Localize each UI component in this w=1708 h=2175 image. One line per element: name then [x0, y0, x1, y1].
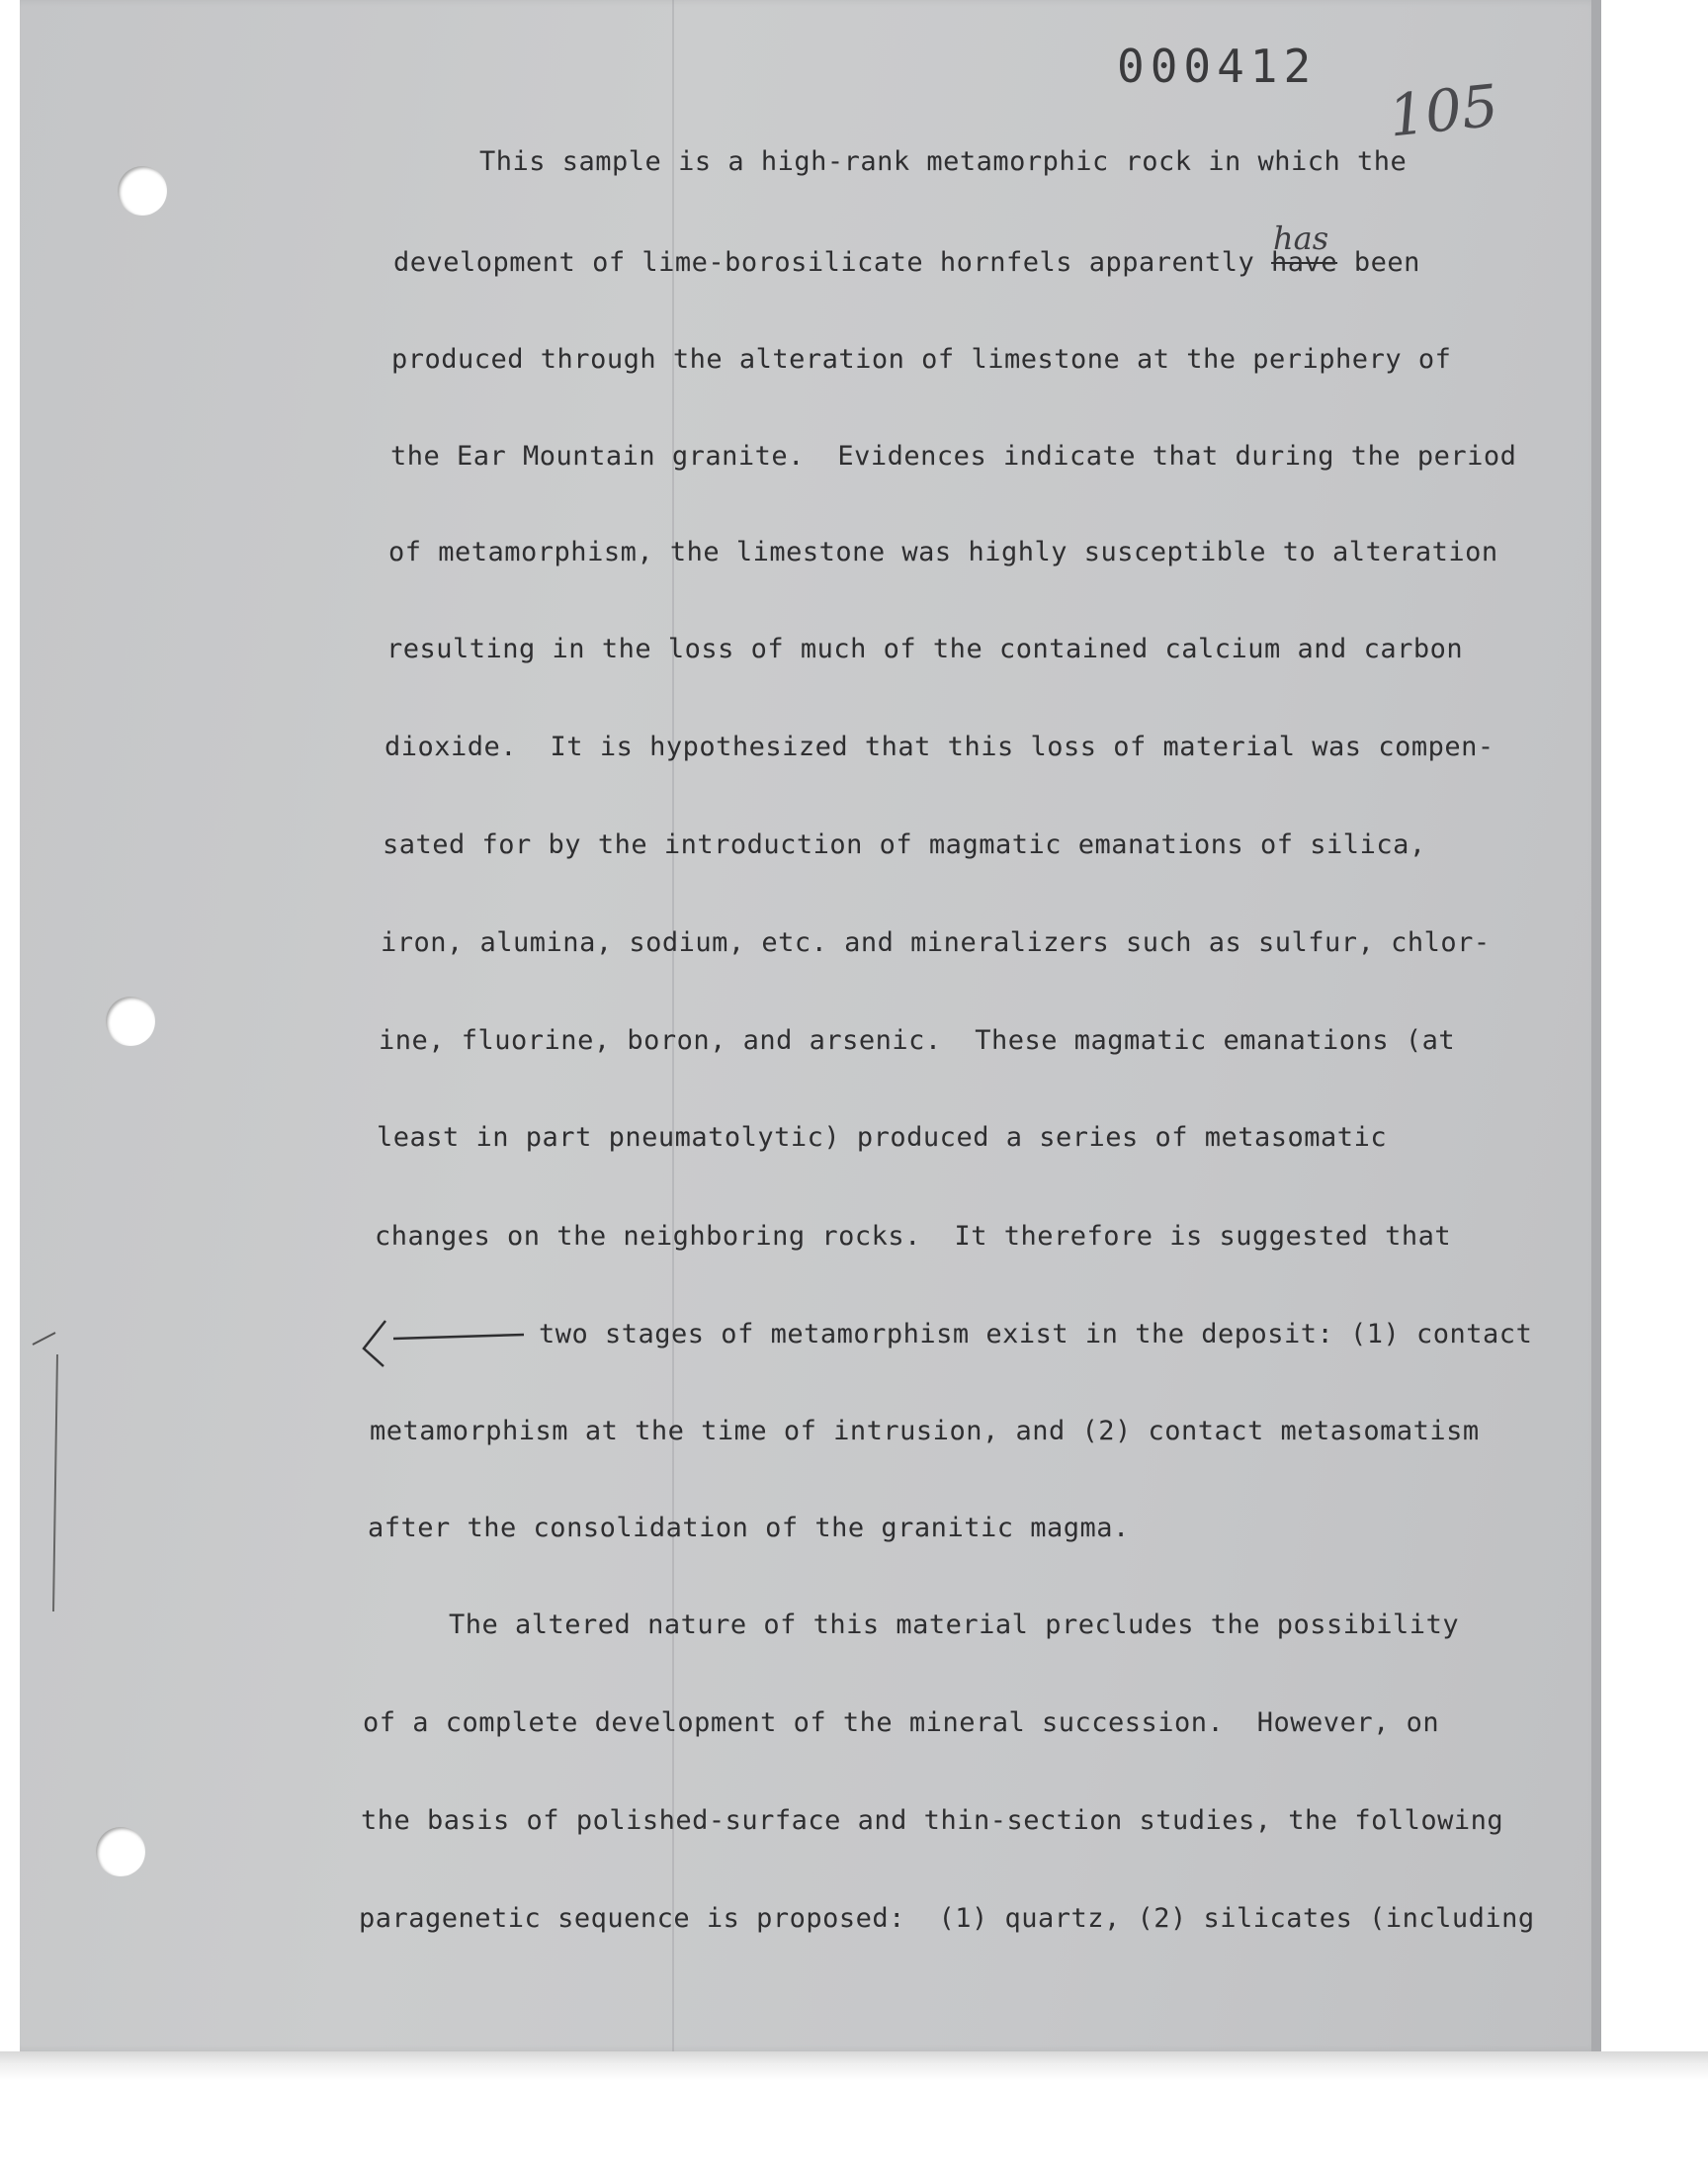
text-line: of metamorphism, the limestone was highly susceptible to alteration	[388, 537, 1498, 567]
text-line: ine, fluorine, boron, and arsenic. These magmatic emanations (at	[379, 1025, 1456, 1056]
text-line: The altered nature of this material precludes the possibility	[449, 1610, 1460, 1640]
text-line: development of lime-borosilicate hornfels apparently have been	[393, 247, 1420, 278]
text-line: least in part pneumatolytic) produced a series of metasomatic	[377, 1122, 1388, 1153]
handwritten-page-number: 105	[1385, 71, 1501, 150]
text-line: sated for by the introduction of magmatic emanations of silica,	[383, 829, 1426, 860]
text-line: paragenetic sequence is proposed: (1) quartz, (2) silicates (including	[359, 1903, 1535, 1934]
text-line: of a complete development of the mineral succession. However, on	[363, 1707, 1440, 1738]
text-line: resulting in the loss of much of the contained calcium and carbon	[386, 634, 1464, 664]
page-bottom-edge	[0, 2051, 1708, 2081]
binder-hole-middle	[106, 997, 155, 1046]
struck-word: have	[1271, 247, 1338, 278]
binder-hole-top	[118, 166, 167, 216]
binder-hole-bottom	[96, 1827, 145, 1876]
text-line: metamorphism at the time of intrusion, and (2) contact metasomatism	[370, 1416, 1480, 1446]
handwritten-arrow-icon	[356, 1315, 529, 1384]
text-line: dioxide. It is hypothesized that this loss of material was compen-	[384, 732, 1494, 762]
text-line: two stages of metamorphism exist in the deposit: (1) contact	[539, 1319, 1533, 1349]
text-line: changes on the neighboring rocks. It therefore is suggested that	[375, 1221, 1452, 1252]
text-line: after the consolidation of the granitic magma.	[368, 1513, 1130, 1543]
text-line: the basis of polished-surface and thin-section studies, the following	[361, 1805, 1504, 1836]
text-line: This sample is a high-rank metamorphic rock in which the	[479, 146, 1408, 177]
text-line: produced through the alteration of limestone at the periphery of	[391, 344, 1452, 375]
handwritten-insertion: has	[1273, 219, 1329, 257]
page-edge	[1591, 0, 1601, 2051]
text-line: the Ear Mountain granite. Evidences indicate that during the period	[390, 441, 1517, 472]
text-line: iron, alumina, sodium, etc. and mineralizers such as sulfur, chlor-	[381, 927, 1491, 958]
document-number: 000412	[1117, 40, 1318, 93]
margin-check-mark-icon	[28, 1325, 67, 1621]
